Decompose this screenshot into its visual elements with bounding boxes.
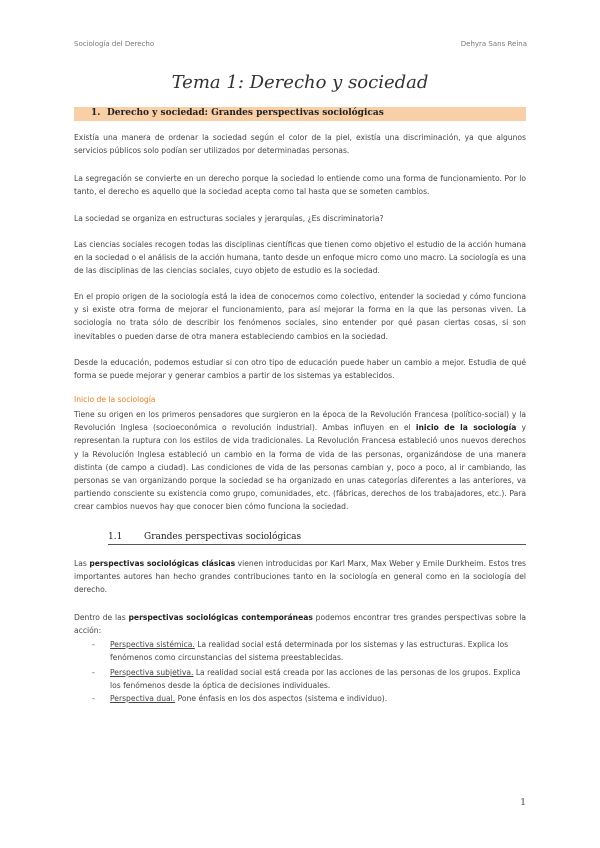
list-bullet: - xyxy=(92,668,95,677)
list-text: Pone énfasis en los dos aspectos (sistema e individuo). xyxy=(175,694,388,703)
paragraph-6: Desde la educación, podemos estudiar si con otro tipo de educación puede haber un cambio a mejor. Estudia de qué forma se puede mejorar y generar cambios a partir de los sistemas ya establecidos. xyxy=(74,358,526,381)
contemporary-text-c: podemos encontrar tres grandes perspectivas sobre la acción: xyxy=(74,613,526,636)
page-title: Tema 1: Derecho y sociedad xyxy=(171,72,429,93)
subsection-heading xyxy=(108,530,526,545)
origin-paragraph xyxy=(74,408,526,514)
list-bullet: - xyxy=(92,640,95,649)
section-number: 1. xyxy=(91,108,101,118)
paragraph-2: La segregación se convierte en un derecho porque la sociedad lo entiende como una forma de funcionamiento. Por lo tanto, el derecho es aquello que la sociedad acepta como tal hasta que se someten cambios. xyxy=(74,174,526,197)
classic-text-a: Las xyxy=(74,559,90,568)
paragraph-4: Las ciencias sociales recogen todas las disciplinas científicas que tienen como objetivo el estudio de la acción humana en la sociedad o el análisis de la acción humana, tanto desde un enfoque micro como uno macro. La sociología es una de las disciplinas de las ciencias sociales, cuyo objeto de estudio es la sociedad. xyxy=(74,240,526,276)
header-course-title: Sociología del Derecho xyxy=(74,40,155,48)
contemporary-bold: perspectivas sociológicas contemporáneas xyxy=(128,613,313,622)
contemporary-paragraph xyxy=(74,611,526,637)
list-term: Perspectiva dual. xyxy=(110,694,176,703)
origin-bold: inicio de la sociología xyxy=(415,423,517,433)
paragraph-5: En el propio origen de la sociología está la idea de conocernos como colectivo, entender la sociedad y cómo funciona y si existe otra forma de mejorar el funcionamiento, para así mejorar la forma en la que las personas viven. La sociología no trata sólo de describir los fenómenos sociales, sino entender por qué pasan ciertas cosas, si son inevitables o pueden darse de otra manera estableciendo cambios en la sociedad. xyxy=(74,292,526,341)
subsection-title: Grandes perspectivas sociológicas xyxy=(144,532,302,542)
section-heading xyxy=(74,107,526,121)
paragraph-1: Existía una manera de ordenar la sociedad según el color de la piel, existía una discriminación, ya que algunos servicios públicos solo podían ser utilizados por determinadas personas. xyxy=(74,133,526,156)
section-title: Derecho y sociedad: Grandes perspectivas sociológicas xyxy=(107,108,384,118)
list-term: Perspectiva subjetiva. xyxy=(110,668,194,677)
list-text: La realidad social está determinada por los sistemas y las estructuras. Explica los fenómenos como circunstancias del sistema preestablecidas. xyxy=(110,640,509,663)
header-author: Dehyra Sans Reina xyxy=(460,40,527,48)
list-term: Perspectiva sistémica. xyxy=(110,640,195,649)
list-bullet: - xyxy=(92,694,95,703)
classic-paragraph xyxy=(74,557,526,597)
paragraph-3: La sociedad se organiza en estructuras sociales y jerarquías, ¿Es discriminatoria? xyxy=(74,214,384,223)
classic-bold: perspectivas sociológicas clásicas xyxy=(89,559,236,568)
contemporary-text-a: Dentro de las xyxy=(74,613,129,622)
classic-text-c: vienen introducidas por Karl Marx, Max Weber y Emile Durkheim. Estos tres importantes autores han hecho grandes contribuciones tanto en la sociología en general como en la sociología del derecho. xyxy=(74,559,526,595)
origin-text-a: Tiene su origen en los primeros pensadores que surgieron en la época de la Revolución Francesa (político-social) y la Revolución Inglesa (socioeconómica o revolución industrial). Ambas influyen en el xyxy=(74,410,526,433)
page-number: 1 xyxy=(520,798,526,808)
origin-heading: Inicio de la sociología xyxy=(74,395,156,404)
subsection-number: 1.1 xyxy=(108,532,123,542)
origin-text-c: y representan la ruptura con los estilos de vida tradicionales. La Revolución Francesa estableció unos nuevos derechos y la Revolución Inglesa estableció un cambio en la forma de vida de las personas, organizándose de una manera distinta (de campo a ciudad). Las condiciones de vida de las personas cambian y, poco a poco, al ir cambiando, las personas se van organizando porque la sociedad se ha organizado en unas categorías diferentes a las anteriores, va partiendo consciente su existencia como grupo, comunidades, etc. (fábricas, derechos de los trabajadores, etc.). Para crear cambios nuevos hay que conocer bien cómo funciona la sociedad. xyxy=(74,423,526,512)
list-text: La realidad social está creada por las acciones de las personas de los grupos. Explica los fenómenos desde la óptica de decisiones individuales. xyxy=(110,668,521,691)
